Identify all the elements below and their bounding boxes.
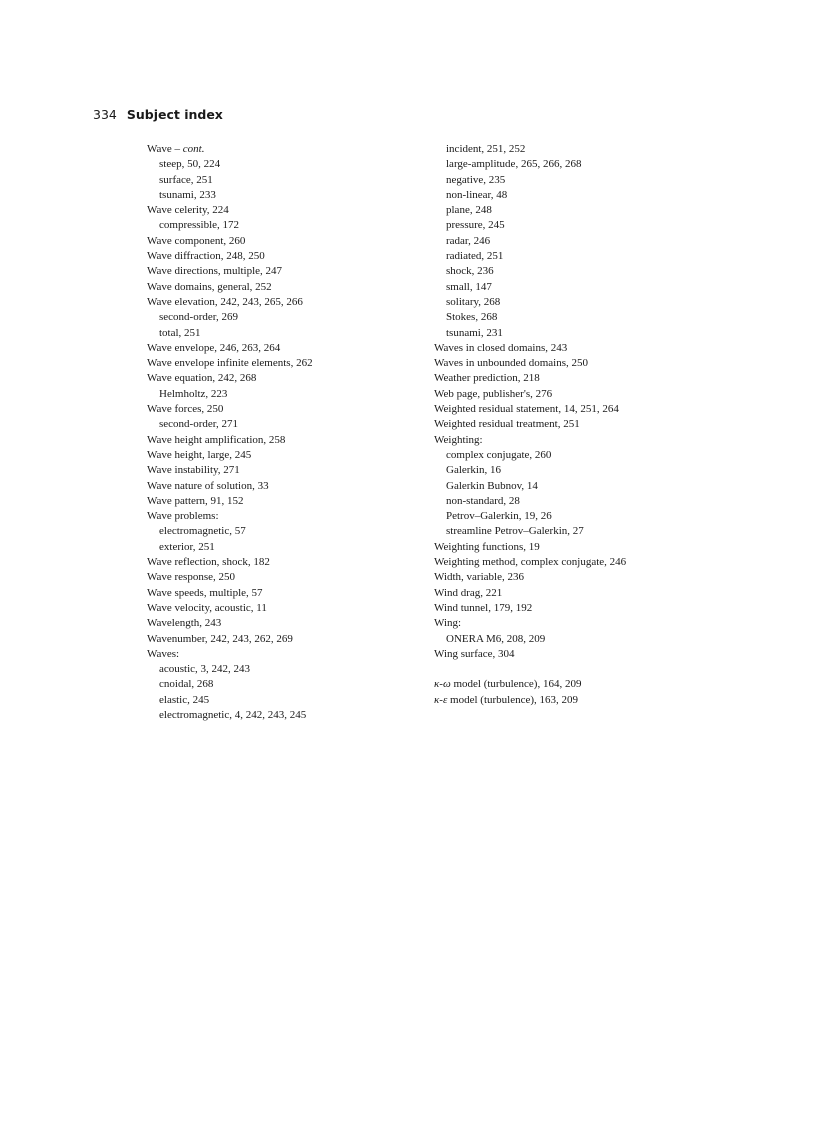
entry-text: compressible, 172 [159,219,240,232]
entry-text: surface, 251 [159,173,213,186]
entry-text: tsunami, 233 [159,188,216,201]
entry-text: Wave equation, 242, 268 [147,372,257,385]
index-subentry [147,417,422,432]
entry-text: Wing surface, 304 [434,647,515,660]
index-subentry [434,448,734,463]
index-column-right [434,142,734,708]
entry-text: complex conjugate, 260 [446,448,552,461]
entry-text: acoustic, 3, 242, 243 [159,663,251,676]
entry-text: Wind drag, 221 [434,586,503,599]
index-subentry [434,218,734,233]
index-subentry [147,708,422,723]
index-entry [147,142,422,157]
index-entry [147,249,422,264]
running-head [93,106,223,124]
entry-text: streamline Petrov–Galerkin, 27 [446,525,584,538]
index-entry [147,402,422,417]
index-subentry [434,479,734,494]
entry-text: electromagnetic, 57 [159,525,246,538]
index-entry [147,494,422,509]
entry-text: Waves in unbounded domains, 250 [434,357,589,370]
index-entry [147,509,422,524]
entry-text: second-order, 271 [159,418,238,431]
index-entry [434,371,734,386]
index-subentry [147,188,422,203]
entry-text: shock, 236 [446,265,494,278]
index-subentry [434,188,734,203]
entry-text: incident, 251, 252 [446,143,526,155]
entry-text: Wavelength, 243 [147,617,222,630]
page-number: 334 [93,107,117,122]
entry-text: Wave component, 260 [147,234,246,247]
entry-text: Wave domains, general, 252 [147,280,272,293]
index-entry [147,616,422,631]
index-entry [434,540,734,555]
entry-text: negative, 235 [446,173,506,186]
entry-text: cnoidal, 268 [159,678,214,691]
entry-text: solitary, 268 [446,295,501,308]
index-entry [434,417,734,432]
index-entry [434,601,734,616]
entry-text: model (turbulence), 163, 209 [447,693,579,706]
entry-text: steep, 50, 224 [159,158,221,171]
entry-text: Weighting functions, 19 [434,540,540,553]
entry-text: Wave reflection, shock, 182 [147,556,270,569]
index-entry [434,341,734,356]
index-subentry [147,310,422,325]
entry-text: Wave – [147,143,183,155]
entry-text: elastic, 245 [159,693,210,706]
entry-text: Web page, publisher's, 276 [434,387,553,400]
index-subentry [434,494,734,509]
entry-text: Weighted residual treatment, 251 [434,418,580,431]
index-entry [147,479,422,494]
entry-text: electromagnetic, 4, 242, 243, 245 [159,708,307,721]
entry-text: model (turbulence), 164, 209 [450,678,582,691]
index-subentry [434,509,734,524]
entry-text: Wave envelope infinite elements, 262 [147,357,313,370]
index-entry [147,433,422,448]
index-entry [434,677,734,692]
index-entry [434,693,734,708]
index-subentry [434,173,734,188]
entry-text: Wave forces, 250 [147,403,224,416]
index-subentry [434,280,734,295]
index-subentry [147,540,422,555]
index-entry [147,371,422,386]
index-entry [434,555,734,570]
index-entry [147,295,422,310]
index-entry [147,356,422,371]
entry-text: Waves in closed domains, 243 [434,341,568,354]
index-entry [147,463,422,478]
index-entry [147,448,422,463]
index-subentry [434,203,734,218]
index-subentry [147,677,422,692]
index-entry [147,280,422,295]
section-title: Subject index [126,107,223,122]
entry-text: large-amplitude, 265, 266, 268 [446,158,582,171]
entry-text: Wing: [434,617,462,630]
index-subentry [434,249,734,264]
entry-text: Wave speeds, multiple, 57 [147,586,263,599]
entry-text: second-order, 269 [159,311,238,324]
entry-text: non-linear, 48 [446,188,508,201]
entry-text: Weather prediction, 218 [434,372,540,385]
entry-text: Wave celerity, 224 [147,204,229,217]
index-entry [434,387,734,402]
index-subentry [434,295,734,310]
entry-text: Wind tunnel, 179, 192 [434,601,533,614]
index-column-left [147,142,422,723]
index-subentry [434,234,734,249]
entry-text: Weighted residual statement, 14, 251, 264 [434,403,619,416]
index-subentry [434,326,734,341]
entry-text: Stokes, 268 [446,311,498,324]
entry-symbol: κ-ω [434,678,451,691]
index-entry [147,601,422,616]
entry-text: total, 251 [159,326,201,339]
index-entry [147,647,422,662]
index-subentry [434,524,734,539]
entry-text: Wave instability, 271 [147,464,240,477]
entry-text: Wave nature of solution, 33 [147,479,269,492]
index-entry [147,632,422,647]
entry-text: Waves: [147,647,180,660]
entry-text: Weighting method, complex conjugate, 246 [434,556,627,569]
entry-text: Galerkin Bubnov, 14 [446,479,538,492]
index-subentry [434,463,734,478]
index-entry [147,234,422,249]
entry-text: Wave directions, multiple, 247 [147,265,283,278]
index-entry [147,264,422,279]
entry-text: radar, 246 [446,234,491,247]
entry-text: ONERA M6, 208, 209 [446,632,546,645]
index-subentry [434,142,734,157]
entry-text: Galerkin, 16 [446,464,501,477]
entry-text: Wave height amplification, 258 [147,433,286,446]
entry-text: Petrov–Galerkin, 19, 26 [446,510,552,523]
entry-text: Wave envelope, 246, 263, 264 [147,341,281,354]
index-entry [434,586,734,601]
index-subentry [147,662,422,677]
entry-text: Width, variable, 236 [434,571,524,584]
entry-text: pressure, 245 [446,219,505,232]
entry-text: exterior, 251 [159,540,215,553]
entry-text: plane, 248 [446,204,492,217]
entry-text: Wave problems: [147,510,219,523]
entry-text: non-standard, 28 [446,494,520,507]
entry-text: Helmholtz, 223 [159,387,228,400]
index-subentry [434,264,734,279]
entry-symbol: κ-ε [434,693,448,706]
entry-continued: cont. [182,143,205,155]
entry-text: Wave elevation, 242, 243, 265, 266 [147,295,303,308]
index-subentry [147,387,422,402]
index-entry [147,203,422,218]
entry-text: Wave pattern, 91, 152 [147,494,244,507]
entry-text: Weighting: [434,433,483,446]
index-entry [434,433,734,448]
index-subentry [147,218,422,233]
entry-text: Wavenumber, 242, 243, 262, 269 [147,632,293,645]
index-entry [434,647,734,662]
index-subentry [147,157,422,172]
entry-text: small, 147 [446,280,492,293]
index-subentry [147,173,422,188]
index-entry [434,616,734,631]
index-entry [434,402,734,417]
entry-text: tsunami, 231 [446,326,503,339]
index-subentry [147,326,422,341]
entry-text: Wave height, large, 245 [147,448,252,461]
index-entry [434,570,734,585]
index-entry [147,555,422,570]
entry-text: Wave response, 250 [147,571,236,584]
index-subentry [147,693,422,708]
index-entry [147,570,422,585]
index-entry [434,356,734,371]
entry-text: Wave diffraction, 248, 250 [147,250,265,263]
index-subentry [147,524,422,539]
entry-text: radiated, 251 [446,250,504,263]
index-entry [147,586,422,601]
index-subentry [434,157,734,172]
index-subentry [434,632,734,647]
index-entry [147,341,422,356]
index-subentry [434,310,734,325]
entry-text: Wave velocity, acoustic, 11 [147,601,267,614]
